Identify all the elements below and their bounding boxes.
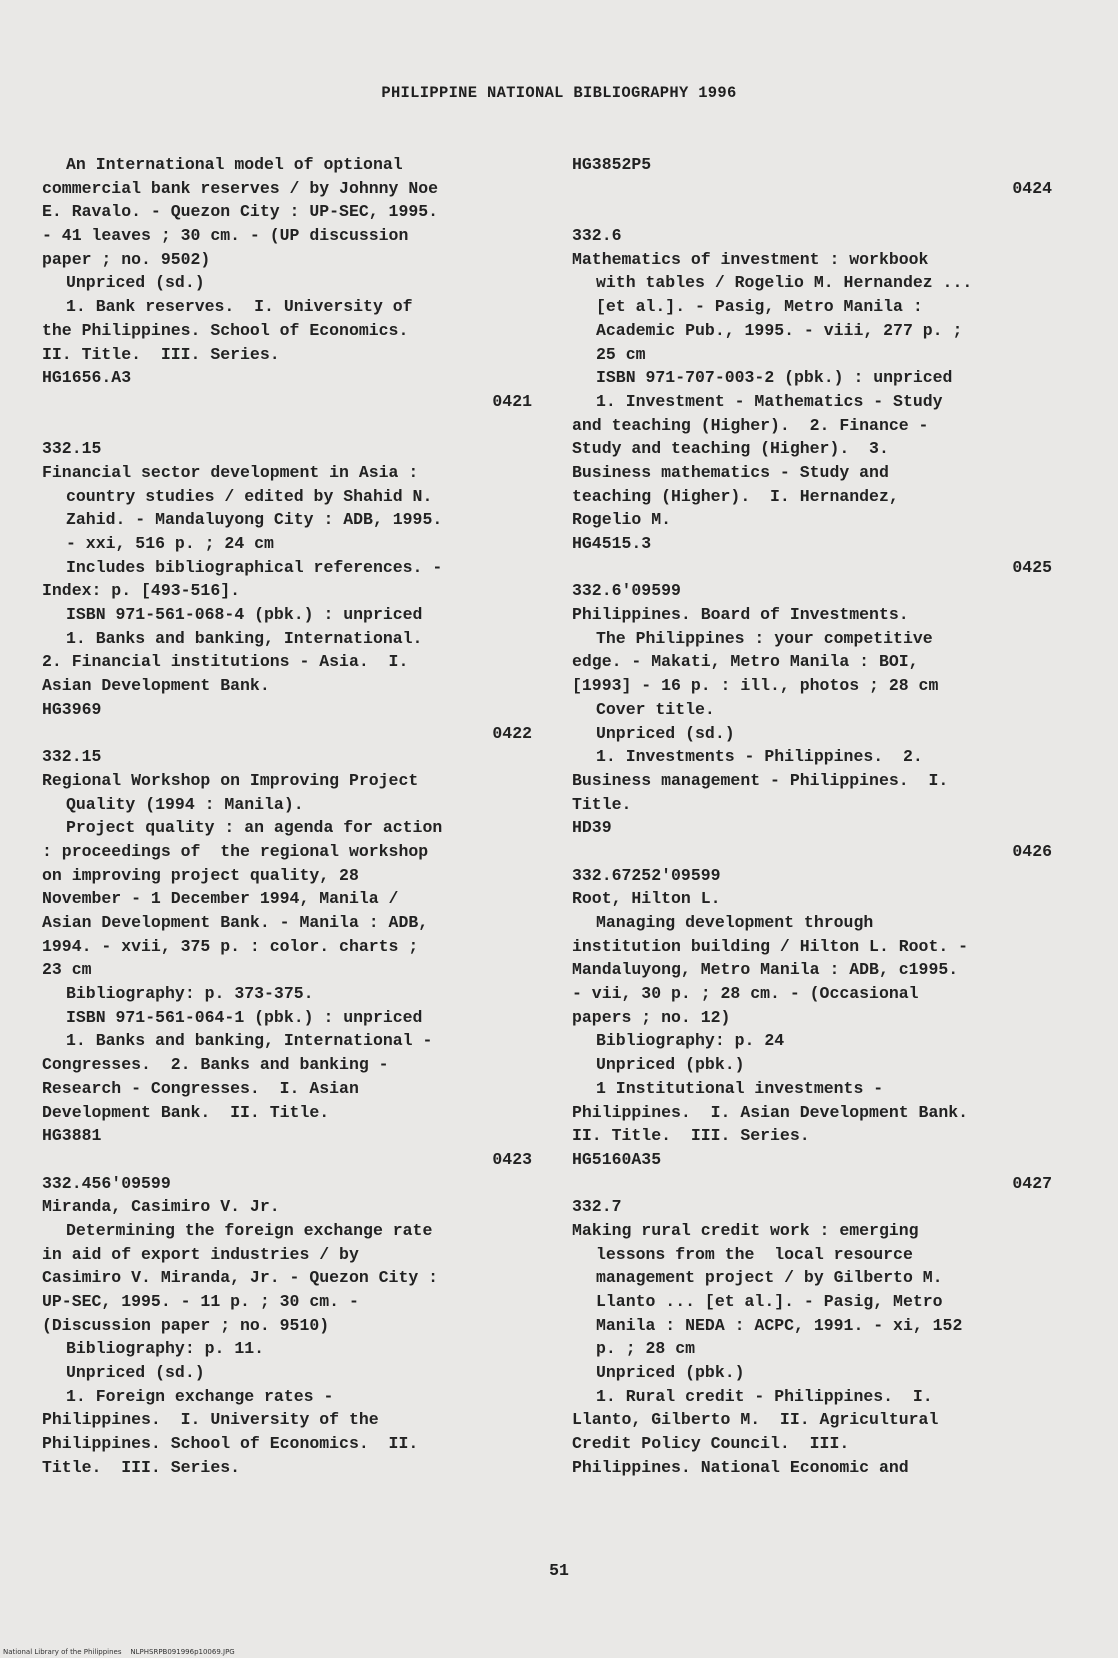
entry-line: paper ; no. 9502) [42,249,211,269]
entry-line: 332.456'09599 [42,1173,171,1193]
accession-number: 0425 [1012,557,1052,577]
entry-line: 23 cm [42,960,92,980]
entry-line: Root, Hilton L. [572,889,721,909]
entry-line: E. Ravalo. - Quezon City : UP-SEC, 1995. [42,202,439,222]
entry-line: teaching (Higher). I. Hernandez, [572,486,899,506]
entry-line: - vii, 30 p. ; 28 cm. - (Occasional [572,984,919,1004]
entry-line: II. Title. III. Series. [572,1126,810,1146]
entry-line: Congresses. 2. Banks and banking - [42,1055,389,1075]
entry-line: in aid of export industries / by [42,1244,359,1264]
entry-line: Philippines. National Economic and [572,1457,909,1477]
entry-line: Credit Policy Council. III. [572,1434,850,1454]
entry-line: An International model of optional [66,155,403,174]
entry-line: Unpriced (pbk.) [596,1055,745,1075]
entry-line: HG4515.3 [572,534,652,553]
entry-line: Mandaluyong, Metro Manila : ADB, c1995. [572,960,959,980]
entry-line: [1993] - 16 p. : ill., photos ; 28 cm [572,676,939,696]
entry-line: Financial sector development in Asia : [42,462,419,482]
entry-line: [et al.]. - Pasig, Metro Manila : [596,297,923,317]
entry-line: Development Bank. II. Title. [42,1102,330,1122]
accession-number: 0423 [492,1149,532,1169]
entry-line: HG3969 [42,699,102,719]
entry-line: Research - Congresses. I. Asian [42,1078,359,1098]
entry-line: Bibliography: p. 24 [596,1031,785,1051]
entry-line: HG3852P5 [572,155,652,174]
entry-line: p. ; 28 cm [596,1339,696,1359]
entry-line: the Philippines. School of Economics. [42,320,409,340]
entry-line: HG1656.A3 [42,368,132,388]
entry-line: 1994. - xvii, 375 p. : color. charts ; [42,936,419,956]
entry-line: Unpriced (sd.) [66,273,205,293]
entry-line: Title. [572,794,632,814]
entry-line: Business management - Philippines. I. [572,770,949,790]
entry-line: Bibliography: p. 373-375. [66,984,314,1004]
entry-line: - xxi, 516 p. ; 24 cm [66,534,274,553]
entry-line: on improving project quality, 28 [42,865,359,885]
entry-line: 1. Investment - Mathematics - Study [596,391,943,411]
page-number: 51 [549,1561,569,1580]
accession-number: 0427 [1012,1173,1052,1193]
entry-line: 1 Institutional investments - [596,1078,884,1098]
entry-line: Miranda, Casimiro V. Jr. [42,1197,280,1217]
entry-line: Philippines. I. University of the [42,1410,379,1430]
entry-line: Unpriced (sd.) [66,1363,205,1383]
entry-line: 1. Banks and banking, International. [66,628,423,648]
entry-line: (Discussion paper ; no. 9510) [42,1315,330,1335]
entry-line: 332.6 [572,226,622,246]
entry-line: Making rural credit work : emerging [572,1220,919,1240]
entry-line: Philippines. I. Asian Development Bank. [572,1102,969,1122]
accession-number: 0424 [1012,178,1052,198]
entry-line: Manila : NEDA : ACPC, 1991. - xi, 152 [596,1315,963,1335]
entry-line: Bibliography: p. 11. [66,1339,265,1359]
spacer [572,200,1052,224]
entry-line: II. Title. III. Series. [42,344,280,364]
entry-line: with tables / Rogelio M. Hernandez ... [596,273,973,293]
entry-line: 1. Foreign exchange rates - [66,1386,334,1406]
entry-line: - 41 leaves ; 30 cm. - (UP discussion [42,226,409,246]
entry-line: 1. Banks and banking, International - [66,1031,433,1051]
entry-line: edge. - Makati, Metro Manila : BOI, [572,652,919,672]
entry-line: 332.6'09599 [572,581,681,601]
entry-line: Cover title. [596,699,715,719]
entry-line: 332.7 [572,1197,622,1217]
entry-line: ISBN 971-707-003-2 (pbk.) : unpriced [596,368,953,388]
entry-line: 332.15 [42,439,102,459]
entry-line: Asian Development Bank. - Manila : ADB, [42,913,429,932]
entry-line: HG5160A35 [572,1149,662,1169]
entry-line: : proceedings of the regional workshop [42,841,429,861]
entry-line: Unpriced (sd.) [596,723,735,743]
entry-line: HD39 [572,818,612,838]
right-column [572,153,1052,1480]
entry-line: Unpriced (pbk.) [596,1363,745,1383]
entry-line: Quality (1994 : Manila). [66,794,304,814]
entry-line: 332.15 [42,747,102,767]
entry-line: The Philippines : your competitive [596,628,933,648]
entry-line: 1. Bank reserves. I. University of [66,297,413,317]
entry-line: UP-SEC, 1995. - 11 p. ; 30 cm. - [42,1292,359,1311]
entry-line: Mathematics of investment : workbook [572,249,929,269]
entry-line: 332.67252'09599 [572,865,721,885]
entry-line: ISBN 971-561-068-4 (pbk.) : unpriced [66,605,423,625]
entry-line: Rogelio M. [572,510,672,530]
accession-number: 0421 [492,391,532,411]
entry-line: 25 cm [596,344,646,364]
entry-line: Philippines. School of Economics. II. [42,1434,419,1454]
entry-line: institution building / Hilton L. Root. - [572,936,969,956]
entry-line: and teaching (Higher). 2. Finance - [572,415,929,435]
entry-line: Casimiro V. Miranda, Jr. - Quezon City : [42,1268,439,1288]
spacer [42,414,532,438]
entry-line: Academic Pub., 1995. - viii, 277 p. ; [596,320,963,340]
entry-line: Philippines. Board of Investments. [572,605,909,625]
entry-line: Business mathematics - Study and [572,462,889,482]
left-column [42,153,532,1480]
page-title: PHILIPPINE NATIONAL BIBLIOGRAPHY 1996 [381,84,737,102]
entry-line: lessons from the local resource [596,1244,913,1264]
entry-line: Zahid. - Mandaluyong City : ADB, 1995. [66,510,443,530]
entry-line: 2. Financial institutions - Asia. I. [42,652,409,672]
entry-line: Managing development through [596,913,874,932]
entry-line: ISBN 971-561-064-1 (pbk.) : unpriced [66,1007,423,1027]
entry-line: November - 1 December 1994, Manila / [42,889,399,909]
accession-number: 0426 [1012,841,1052,861]
entry-line: Project quality : an agenda for action [66,818,443,838]
entry-line: Llanto ... [et al.]. - Pasig, Metro [596,1292,943,1311]
entry-line: Llanto, Gilberto M. II. Agricultural [572,1410,939,1430]
entry-line: Regional Workshop on Improving Project [42,770,419,790]
accession-number: 0422 [492,723,532,743]
entry-line: Title. III. Series. [42,1457,241,1477]
entry-line: country studies / edited by Shahid N. [66,486,433,506]
entry-line: papers ; no. 12) [572,1007,731,1027]
scan-footer: National Library of the Philippines NLPHSRPB091996p10069.JPG [3,1648,235,1656]
entry-line: Asian Development Bank. [42,676,270,696]
entry-line: commercial bank reserves / by Johnny Noe [42,178,439,198]
entry-line: 1. Investments - Philippines. 2. [596,747,923,767]
entry-line: management project / by Gilberto M. [596,1268,943,1288]
entry-line: Index: p. [493-516]. [42,581,241,601]
entry-line: 1. Rural credit - Philippines. I. [596,1386,933,1406]
entry-line: HG3881 [42,1126,102,1146]
entry-line: Determining the foreign exchange rate [66,1220,433,1240]
entry-line: Includes bibliographical references. - [66,557,443,577]
entry-line: Study and teaching (Higher). 3. [572,439,889,459]
